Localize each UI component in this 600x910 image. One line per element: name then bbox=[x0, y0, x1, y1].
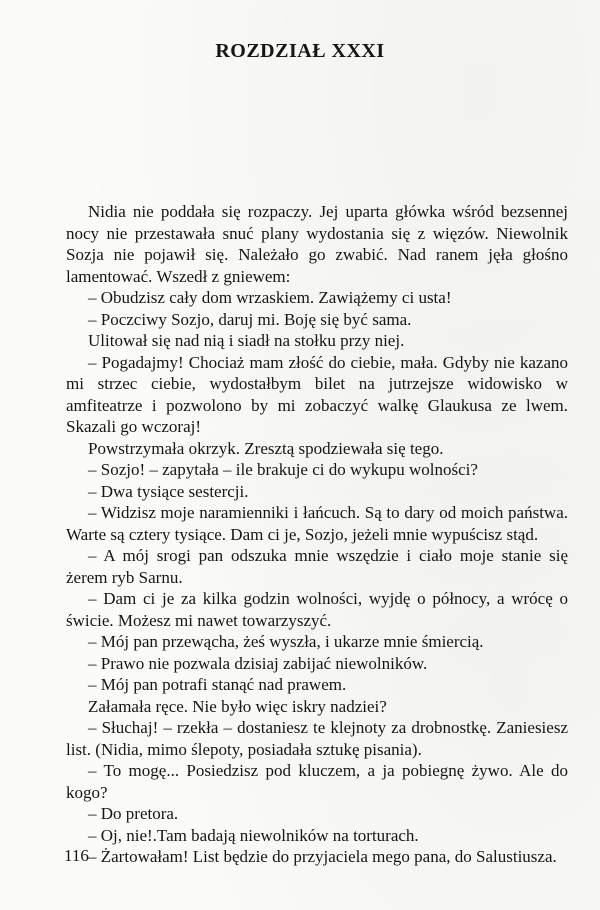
paragraph: Ulitował się nad nią i siadł na stołku przy niej. bbox=[88, 331, 405, 350]
paragraph: – Widzisz moje naramienniki i łańcuch. Są to dary od moich państwa. Warte są cztery tysiące. Dam ci je, Sozjo, jeżeli mnie wypuścisz stąd. bbox=[66, 503, 568, 544]
paragraph: Załamała ręce. Nie było więc iskry nadziei? bbox=[88, 696, 387, 716]
paragraph: – Żartowałam! List będzie do przyjaciela mego pana, do Salustiusza. bbox=[88, 847, 557, 866]
paragraph: – Poczciwy Sozjo, daruj mi. Boję się być sama. bbox=[88, 309, 412, 329]
paragraph: – Obudzisz cały dom wrzaskiem. Zawiążemy ci usta! bbox=[88, 288, 452, 307]
paragraph: – A mój srogi pan odszuka mnie wszędzie i ciało moje stanie się żerem ryb Sarnu. bbox=[66, 546, 568, 587]
paragraph: – Dam ci je za kilka godzin wolności, wyjdę o północy, a wrócę o świcie. Możesz mi nawet towarzyszyć. bbox=[66, 589, 568, 630]
paragraph: – Mój pan przewącha, żeś wyszła, i ukarze mnie śmiercią. bbox=[88, 632, 484, 651]
paragraph: – Mój pan potrafi stanąć nad prawem. bbox=[88, 675, 347, 694]
paragraph: – Oj, nie!.Tam badają niewolników na torturach. bbox=[88, 825, 419, 845]
paragraph: – To mogę... Posiedzisz pod kluczem, a ja pobiegnę żywo. Ale do kogo? bbox=[66, 761, 568, 802]
paragraph: – Do pretora. bbox=[88, 804, 179, 823]
paragraph: – Pogadajmy! Chociaż mam złość do ciebie, mała. Gdyby nie kazano mi strzec ciebie, wydostałbym bilet na jutrzejsze widowisko w amfiteatrze i pozwolono by mi zobaczyć walkę Glaukusa ze lwem. Skazali go wczoraj! bbox=[66, 352, 568, 436]
paragraph: – Sozjo! – zapytała – ile brakuje ci do wykupu wolności? bbox=[88, 460, 478, 479]
page-number: 116 bbox=[64, 846, 89, 865]
paragraph: – Dwa tysiące sestercji. bbox=[88, 481, 249, 501]
body-text bbox=[66, 201, 568, 868]
paragraph: Nidia nie poddała się rozpaczy. Jej uparta główka wśród bezsennej nocy nie przestawała snuć plany wydostania się z więzów. Niewolnik Sozja nie pojawił się. Należało go zwabić. Nad ranem jęła głośno lamentować. Wszedł z gniewem: bbox=[66, 202, 568, 286]
paragraph: – Prawo nie pozwala dzisiaj zabijać niewolników. bbox=[88, 653, 428, 673]
paragraph: Powstrzymała okrzyk. Zresztą spodziewała się tego. bbox=[88, 438, 444, 458]
chapter-title: ROZDZIAŁ XXXI bbox=[215, 40, 385, 62]
paragraph: – Słuchaj! – rzekła – dostaniesz te klejnoty za drobnostkę. Zaniesiesz list. (Nidia, mimo ślepoty, posiadała sztukę pisania). bbox=[66, 718, 568, 759]
